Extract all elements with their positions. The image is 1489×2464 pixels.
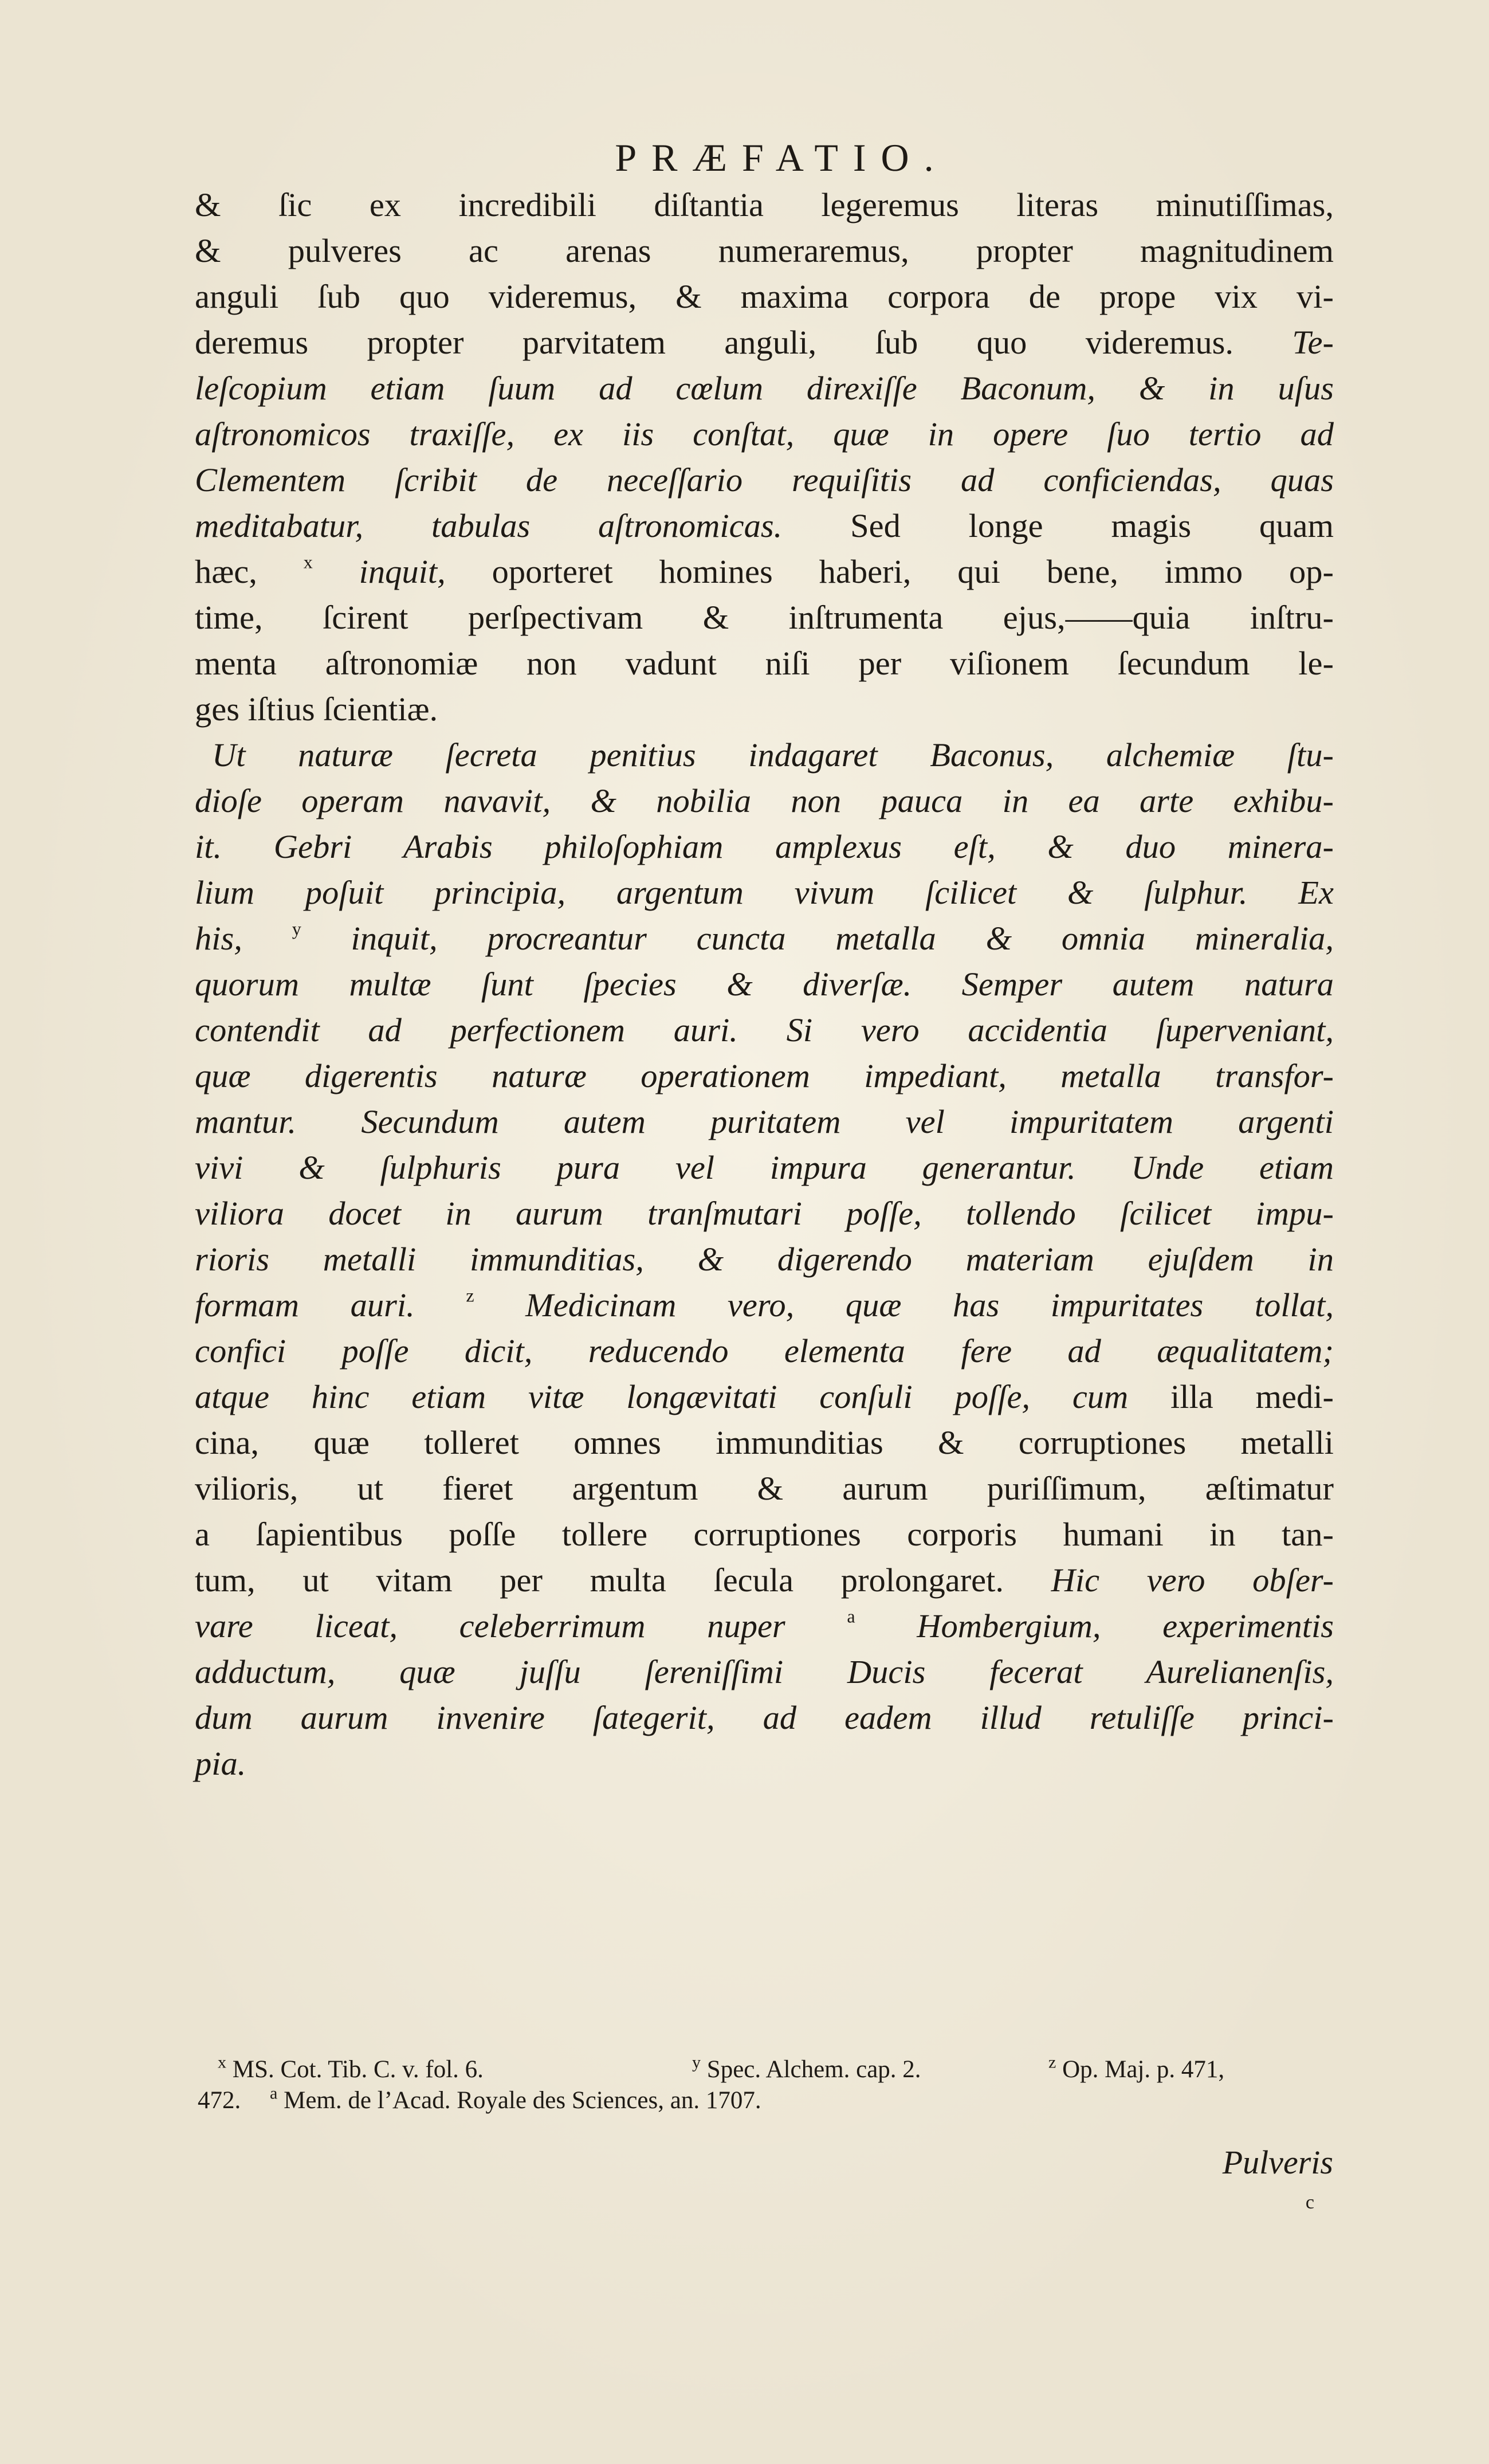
body-line: contendit ad perfectionem auri. Si vero accidentia ſuperveniant, [195, 1011, 1334, 1049]
footnote-x: $^x$ MS. Cot. Tib. C. v. fol. 6. [218, 2052, 484, 2083]
body-line: vare liceat, celeberrimum nuper $^a$ Hombergium, experimentis [195, 1606, 1334, 1645]
body-line: deremus propter parvitatem anguli, ſub quo videremus. Te- [195, 324, 1334, 361]
body-line: Clementem ſcribit de neceſſario requiſitis ad conficiendas, quas [195, 461, 1334, 499]
body-line: quorum multæ ſunt ſpecies & diverſæ. Semper autem natura [195, 966, 1334, 1003]
body-line: anguli ſub quo videremus, & maxima corpora de prope vix vi- [195, 278, 1334, 315]
body-line: tum, ut vitam per multa ſecula prolongaret. Hic vero obſer- [195, 1561, 1334, 1599]
body-line: leſcopium etiam ſuum ad cœlum direxiſſe Baconum, & in uſus [195, 370, 1334, 407]
body-line: a ſapientibus poſſe tollere corruptiones corporis humani in tan- [195, 1516, 1334, 1553]
body-line: rioris metalli immunditias, & digerendo materiam ejuſdem in [195, 1241, 1334, 1278]
footnote-ref-a: a [847, 1606, 855, 1627]
body-line: & ſic ex incredibili diſtantia legeremus literas minutiſſimas, [195, 186, 1334, 223]
body-line: & pulveres ac arenas numeraremus, propter magnitudinem [195, 232, 1334, 269]
footnote-continuation: 472. [198, 2087, 241, 2114]
footnote-ref-y: y [292, 918, 301, 939]
footnote-line [198, 2085, 1332, 2116]
signature-mark: c [1305, 2192, 1314, 2213]
footnote-ref-x: x [303, 551, 313, 572]
body-line: meditabatur, tabulas aſtronomicas. Sed longe magis quam [195, 507, 1334, 544]
body-line: aſtronomicos traxiſſe, ex iis conſtat, quæ in opere ſuo tertio ad [195, 415, 1334, 453]
body-line: it. Gebri Arabis philoſophiam amplexus eſt, & duo minera- [195, 828, 1334, 865]
footnote-a: $^a$ Mem. de l’Acad. Royale des Sciences, an. 1707. [270, 2083, 761, 2114]
body-line: viliora docet in aurum tranſmutari poſſe, tollendo ſcilicet impu- [195, 1195, 1334, 1232]
body-line: time, ſcirent perſpectivam & inſtrumenta ejus,——quia inſtru- [195, 599, 1334, 636]
body-line: cina, quæ tolleret omnes immunditias & corruptiones metalli [195, 1424, 1334, 1461]
body-line: vilioris, ut fieret argentum & aurum puriſſimum, æſtimatur [195, 1470, 1334, 1507]
footnote-y: $^y$ Spec. Alchem. cap. 2. [692, 2052, 921, 2083]
running-header: PRÆFATIO. [615, 136, 949, 179]
body-line: menta aſtronomiæ non vadunt niſi per viſionem ſecundum le- [195, 645, 1334, 682]
body-line: pia. [195, 1745, 246, 1782]
body-line: lium poſuit principia, argentum vivum ſcilicet & ſulphur. Ex [195, 874, 1334, 911]
body-line: adductum, quæ juſſu ſereniſſimi Ducis fecerat Aurelianenſis, [195, 1653, 1334, 1690]
body-line: vivi & ſulphuris pura vel impura generantur. Unde etiam [195, 1149, 1334, 1186]
body-line: atque hinc etiam vitæ longævitati conſuli poſſe, cum illa medi- [195, 1378, 1334, 1415]
catchword: Pulveris [1222, 2144, 1333, 2181]
body-line: quæ digerentis naturæ operationem impediant, metalla transfor- [195, 1057, 1334, 1094]
body-line: dum aurum invenire ſategerit, ad eadem illud retuliſſe princi- [195, 1699, 1334, 1736]
body-line: Ut naturæ ſecreta penitius indagaret Baconus, alchemiæ ſtu- [212, 736, 1334, 774]
body-line: mantur. Secundum autem puritatem vel impuritatem argenti [195, 1103, 1334, 1140]
footnote-z: $^z$ Op. Maj. p. 471, [1048, 2052, 1225, 2083]
body-line: dioſe operam navavit, & nobilia non pauca in ea arte exhibu- [195, 782, 1334, 819]
body-line: hæc, $^x$ inquit, oporteret homines haberi, qui bene, immo op- [195, 551, 1334, 590]
body-line: his, $^y$ inquit, procreantur cuncta metalla & omnia mineralia, [195, 918, 1334, 957]
footnote-ref-z: z [466, 1285, 474, 1306]
body-line: formam auri. $^z$ Medicinam vero, quæ has impuritates tollat, [195, 1285, 1334, 1324]
body-line: ges iſtius ſcientiæ. [195, 690, 438, 728]
body-line: confici poſſe dicit, reducendo elementa fere ad æqualitatem; [195, 1332, 1334, 1370]
